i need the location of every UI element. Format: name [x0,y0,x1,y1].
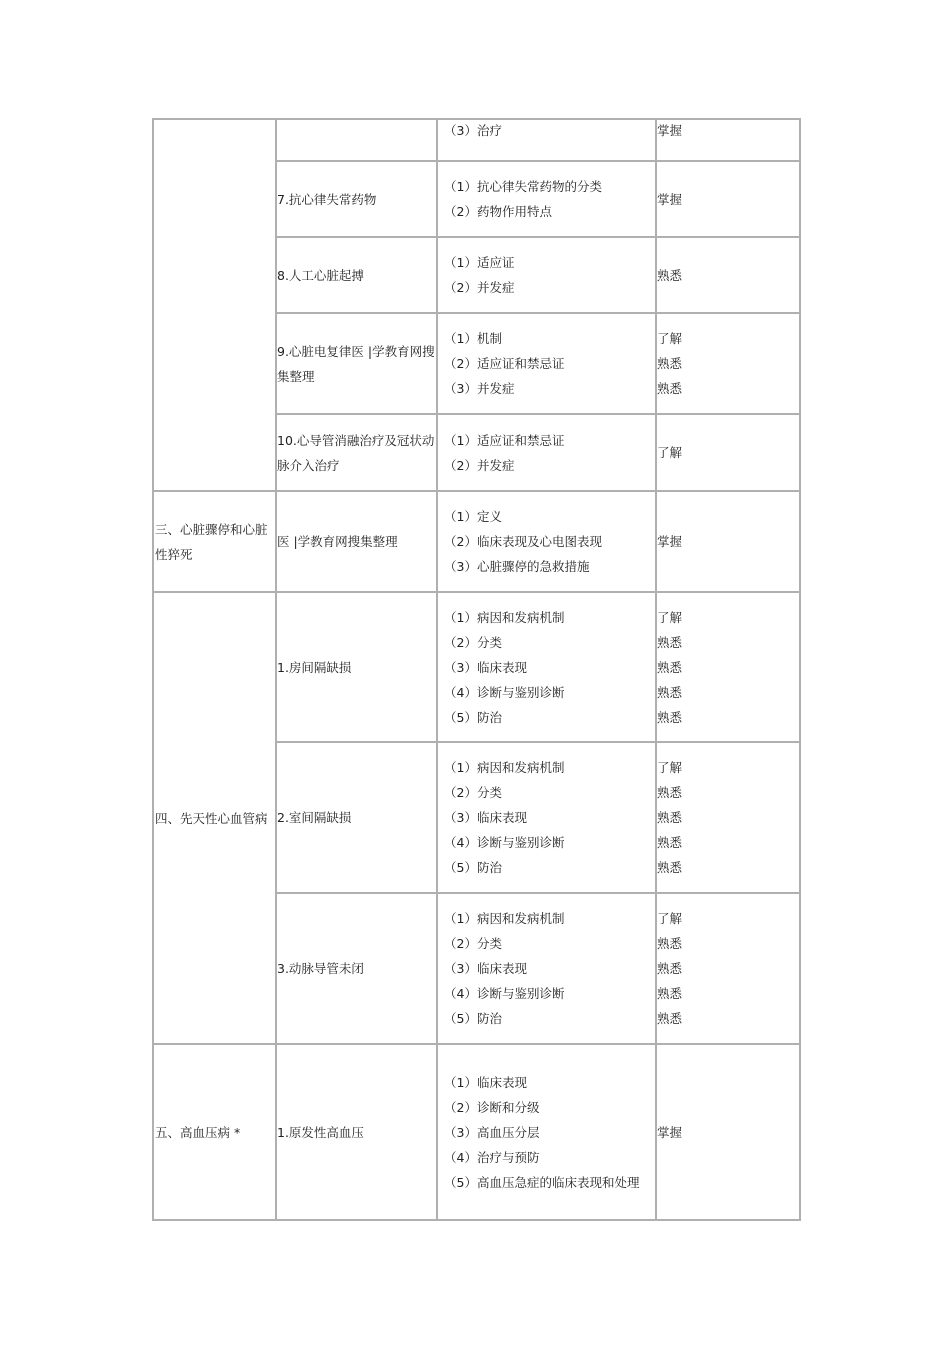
item-text: （2）药物作用特点 [444,204,552,219]
topic-text: 8.人工心脏起搏 [277,267,364,283]
level-text: 了解 [657,609,683,625]
item-text: （3）心脏骤停的急救措施 [444,559,590,574]
level-text: 掌握 [657,534,683,549]
level-text: 熟悉 [657,634,683,650]
unit-cell [153,119,276,491]
items-cell [437,237,656,313]
item-text: （5）防治 [444,860,502,875]
level-text: 熟悉 [657,961,683,976]
unit-text: 五、高血压病 * [155,1124,241,1140]
topic-text: 医 |学教育网搜集整理 [277,534,398,549]
item-text: （4）诊断与鉴别诊断 [444,986,565,1001]
unit-cell [153,491,276,592]
level-cell [656,313,800,414]
level-text: 了解 [657,331,683,346]
items-cell [437,1044,656,1220]
topic-text: 1.房间隔缺损 [277,659,352,675]
level-cell [656,592,800,742]
level-text: 熟悉 [657,810,683,825]
level-cell [656,1044,800,1220]
item-text: （3）临床表现 [444,961,527,976]
level-text: 熟悉 [657,381,683,396]
topic-cell [276,1044,437,1220]
topic-cell [276,414,437,491]
level-text: 熟悉 [657,356,683,371]
item-text: （5）高血压急症的临床表现和处理 [444,1174,640,1190]
item-text: （2）分类 [444,634,502,650]
item-text: （3）临床表现 [444,810,527,825]
item-text: （2）并发症 [444,280,515,295]
item-text: （5）防治 [444,709,502,725]
item-text: （3）治疗 [444,123,502,138]
level-text: 了解 [657,760,683,775]
level-cell [656,414,800,491]
item-text: （1）病因和发病机制 [444,760,565,775]
level-text: 熟悉 [657,860,683,875]
level-text: 了解 [657,911,683,926]
table-row [153,1044,800,1220]
topic-cell [276,742,437,893]
item-text: （3）并发症 [444,381,515,396]
item-text: （2）适应证和禁忌证 [444,356,565,371]
item-text: （1）适应证 [444,255,515,270]
items-cell [437,893,656,1044]
level-cell [656,742,800,893]
items-cell [437,742,656,893]
topic-cell [276,592,437,742]
items-cell [437,119,656,161]
level-text: 了解 [657,445,683,460]
item-text: （1）定义 [444,509,502,524]
unit-cell [153,592,276,1044]
level-text: 熟悉 [657,986,683,1001]
topic-cell [276,893,437,1044]
item-text: （2）临床表现及心电图表现 [444,534,602,549]
table-row [153,592,800,742]
table-row [153,491,800,592]
level-text: 掌握 [657,191,683,207]
topic-cell [276,237,437,313]
item-text: （1）适应证和禁忌证 [444,432,565,448]
item-text: （2）分类 [444,785,502,800]
level-cell [656,237,800,313]
item-text: （5）防治 [444,1011,502,1026]
item-text: （2）分类 [444,936,502,951]
level-cell [656,491,800,592]
level-text: 熟悉 [657,709,683,725]
unit-cell [153,1044,276,1220]
topic-text: 10.心导管消融治疗及冠状动脉介入治疗 [277,432,435,473]
level-text: 熟悉 [657,684,683,700]
item-text: （4）诊断与鉴别诊断 [444,835,565,850]
topic-text: 1.原发性高血压 [277,1124,364,1140]
topic-text: 3.动脉导管未闭 [277,961,364,976]
unit-text: 三、心脏骤停和心脏性猝死 [155,521,268,562]
level-cell [656,893,800,1044]
level-text: 掌握 [657,123,683,138]
level-cell [656,119,800,161]
items-cell [437,313,656,414]
level-text: 熟悉 [657,1011,683,1026]
syllabus-table [152,118,801,1221]
item-text: （4）治疗与预防 [444,1149,540,1165]
level-text: 熟悉 [657,659,683,675]
item-text: （2）并发症 [444,457,515,473]
items-cell [437,161,656,237]
item-text: （3）高血压分层 [444,1124,540,1140]
topic-text: 7.抗心律失常药物 [277,191,377,207]
level-cell [656,161,800,237]
topic-cell [276,491,437,592]
items-cell [437,414,656,491]
level-text: 掌握 [657,1124,683,1140]
level-text: 熟悉 [657,936,683,951]
topic-text: 9.心脏电复律医 |学教育网搜集整理 [277,343,435,384]
items-cell [437,491,656,592]
item-text: （4）诊断与鉴别诊断 [444,684,565,700]
topic-cell [276,313,437,414]
item-text: （3）临床表现 [444,659,527,675]
unit-text: 四、先天性心血管病 [155,810,268,826]
table-row [153,119,800,161]
item-text: （1）抗心律失常药物的分类 [444,179,602,194]
item-text: （1）机制 [444,331,502,346]
topic-cell [276,119,437,161]
topic-text: 2.室间隔缺损 [277,810,352,825]
item-text: （1）病因和发病机制 [444,609,565,625]
topic-cell [276,161,437,237]
item-text: （2）诊断和分级 [444,1099,540,1115]
level-text: 熟悉 [657,835,683,850]
level-text: 熟悉 [657,267,683,283]
item-text: （1）病因和发病机制 [444,911,565,926]
item-text: （1）临床表现 [444,1074,527,1090]
items-cell [437,592,656,742]
level-text: 熟悉 [657,785,683,800]
